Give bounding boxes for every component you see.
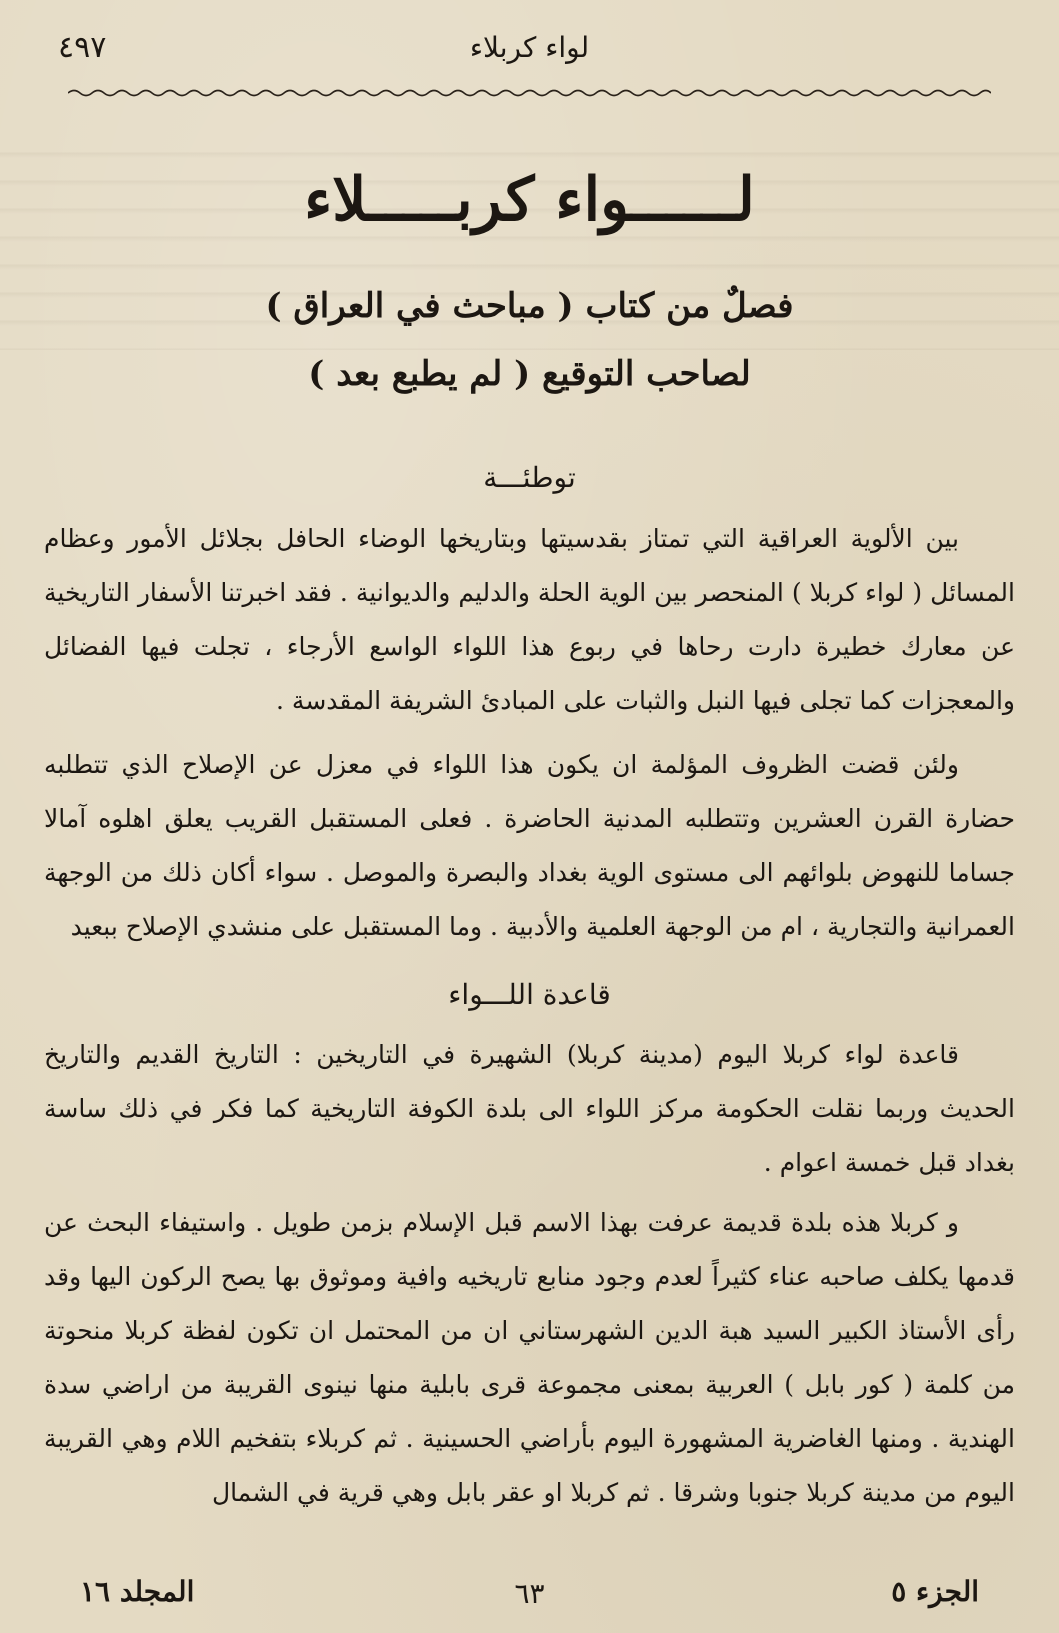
article-title: لــــــواء كربـــــلاء (304, 165, 755, 235)
paragraph-text: ولئن قضت الظروف المؤلمة ان يكون هذا اللواء في معزل عن الإصلاح الذي تتطلبه حضارة القرن العشرين وتتطلبه المدنية الحاضرة . فعلى المستقبل القريب يعلق اهلوه آمالا جساما للنهوض بلوائهم الى مستوى الوية بغداد والبصرة والموصل . سواء أكان ذلك من الوجهة العمرانية والتجارية ، ام من الوجهة العلمية والأدبية . وما المستقبل على منشدي الإصلاح ببعيد (44, 750, 1015, 941)
section-heading-base: قاعدة اللـــواء (448, 978, 611, 1011)
base-paragraph-1 (44, 1028, 1015, 1190)
footer-volume: المجلد ١٦ (80, 1575, 195, 1608)
author-line: لصاحب التوقيع ( لم يطبع بعد ) (308, 354, 751, 394)
page-footer (70, 1572, 989, 1616)
base-paragraph-2 (44, 1196, 1015, 1520)
running-header (58, 26, 1001, 72)
section-heading-introduction: توطئـــة (483, 461, 576, 494)
paragraph-text: قاعدة لواء كربلا اليوم (مدينة كربلا) الشهيرة في التاريخين : التاريخ القديم والتاريخ الحديث وربما نقلت الحكومة مركز اللواء الى بلدة الكوفة التاريخية كما فكر في ذلك ساسة بغداد قبل خمسة اعوام . (44, 1040, 1015, 1177)
article-subtitle: فصلٌ من كتاب ( مباحث في العراق ) (265, 286, 794, 326)
footer-page-number: ٦٣ (514, 1577, 545, 1610)
running-title: لواء كربلاء (469, 31, 590, 64)
intro-paragraph-2 (44, 738, 1015, 954)
paragraph-text: بين الألوية العراقية التي تمتاز بقدسيتها وبتاريخها الوضاء الحافل بجلائل الأمور وعظام المسائل ( لواء كربلا ) المنحصر بين الوية الحلة والدليم والديوانية . فقد اخبرتنا الأسفار التاريخية عن معارك خطيرة دارت رحاها في ربوع هذا اللواء الواسع الأرجاء ، تجلت فيها الفضائل والمعجزات كما تجلى فيها النبل والثبات على المبادئ الشريفة المقدسة . (44, 524, 1015, 715)
wavy-divider (68, 88, 991, 98)
header-page-number: ٤٩٧ (58, 30, 107, 65)
paragraph-text: و كربلا هذه بلدة قديمة عرفت بهذا الاسم قبل الإسلام بزمن طويل . واستيفاء البحث عن قدمها يكلف صاحبه عناء كثيراً لعدم وجود منابع تاريخيه وافية وموثوق بها يصح الركون اليها وقد رأى الأستاذ الكبير السيد هبة الدين الشهرستاني ان من المحتمل ان تكون لفظة كربلا منحوتة من كلمة ( كور بابل ) العربية بمعنى مجموعة قرى بابلية منها نينوى القريبة من اراضي سدة الهندية . ومنها الغاضرية المشهورة اليوم بأراضي الحسينية . ثم كربلاء بتفخيم اللام وهي القريبة اليوم من مدينة كربلا جنوبا وشرقا . ثم كربلا او عقر بابل وهي قرية في الشمال (44, 1208, 1015, 1507)
intro-paragraph-1 (44, 512, 1015, 728)
footer-issue: الجزء ٥ (891, 1575, 979, 1608)
